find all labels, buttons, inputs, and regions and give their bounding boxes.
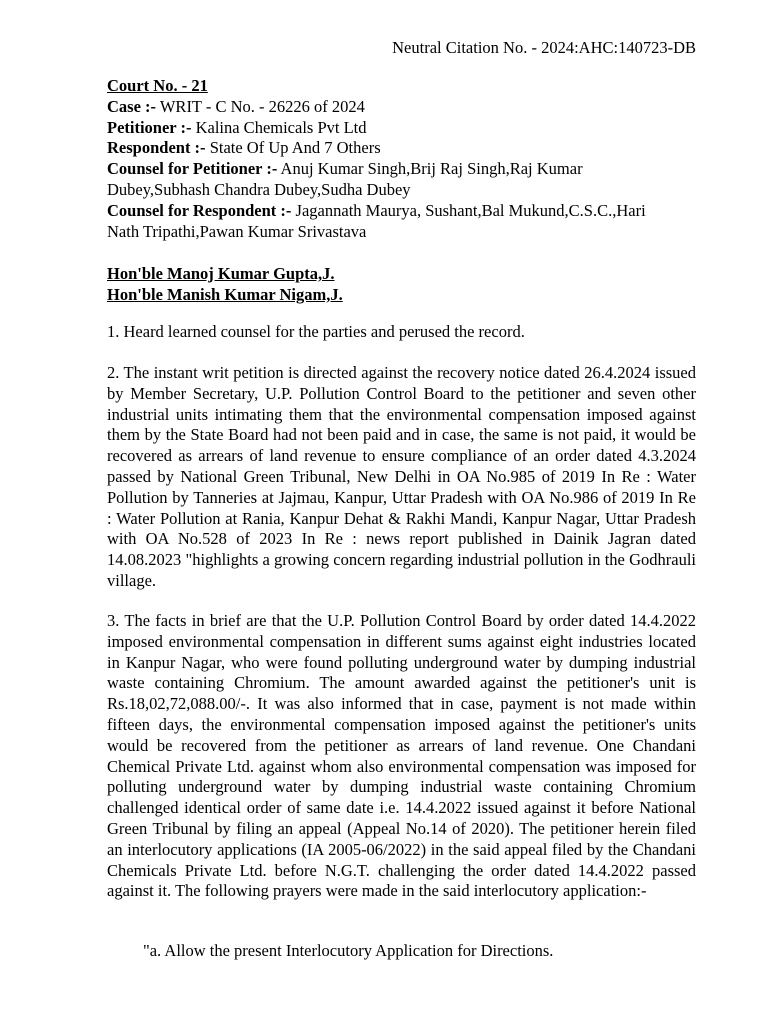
paragraph-3: 3. The facts in brief are that the U.P. Pollution Control Board by order dated 14.4.2022 imposed environmental compensation in different sums against eight industries located in Kanpur Nagar, who were found polluting underground water by dumping industrial waste containing Chromium. The amount awarded against the petitioner's unit is Rs.18,02,72,088.00/-. It was also informed that in case, payment is not made within fifteen days, the environmental compensation imposed against the petitioner's units would be recovered from the petitioner as arrears of land revenue. One Chandani Chemical Private Ltd. against whom also environmental compensation was imposed for polluting underground water by dumping industrial waste containing Chromium challenged identical order of same date i.e. 14.4.2022 issued against it before National Green Tribunal by filing an appeal (Appeal No.14 of 2020). The petitioner herein filed an interlocutory applications (IA 2005-06/2022) in the said appeal filed by the Chandani Chemicals Private Ltd. before N.G.T. challenging the order dated 14.4.2022 passed against it. The following prayers were made in the said interlocutory application:-	[107, 611, 696, 901]
judge-2: Hon'ble Manish Kumar Nigam,J.	[107, 284, 343, 304]
quoted-prayer: "a. Allow the present Interlocutory Application for Directions.	[143, 941, 554, 960]
paragraph-2: 2. The instant writ petition is directed against the recovery notice dated 26.4.2024 issued by Member Secretary, U.P. Pollution Control Board to the petitioner and seven other industrial units intimating them that the environmental compensation imposed against them by the State Board had not been paid and in case, the same is not paid, it would be recovered as arrears of land revenue to ensure compliance of an order dated 4.3.2024 passed by National Green Tribunal, New Delhi in OA No.985 of 2019 In Re : Water Pollution by Tanneries at Jajmau, Kanpur, Uttar Pradesh with OA No.986 of 2019 In Re : Water Pollution at Rania, Kanpur Dehat & Rakhi Mandi, Kanpur Nagar, Uttar Pradesh with OA No.528 of 2023 In Re : news report published in Dainik Jagran dated 14.08.2023 "highlights a growing concern regarding industrial pollution in the Godhrauli village.	[107, 363, 696, 590]
counsel-petitioner-label: Counsel for Petitioner :-	[107, 159, 278, 179]
petitioner-line	[107, 118, 696, 139]
counsel-petitioner-value-1: Anuj Kumar Singh,Brij Raj Singh,Raj Kumar	[280, 159, 583, 179]
bench	[107, 264, 696, 306]
counsel-respondent-label: Counsel for Respondent :-	[107, 200, 292, 220]
court-number: Court No. - 21	[107, 76, 208, 95]
counsel-respondent-value-1: Jagannath Maurya, Sushant,Bal Mukund,C.S.C.,Hari	[295, 200, 646, 220]
petitioner-label: Petitioner :-	[107, 117, 192, 137]
respondent-line	[107, 138, 696, 159]
case-label: Case :-	[107, 96, 157, 116]
neutral-citation: Neutral Citation No. - 2024:AHC:140723-DB	[392, 38, 696, 57]
case-line	[107, 97, 696, 118]
case-value: WRIT - C No. - 26226 of 2024	[159, 96, 365, 116]
respondent-label: Respondent :-	[107, 138, 206, 158]
counsel-respondent-line	[107, 201, 696, 243]
judge-1: Hon'ble Manoj Kumar Gupta,J.	[107, 264, 335, 283]
counsel-petitioner-line	[107, 159, 696, 201]
case-header	[107, 76, 696, 242]
petitioner-value: Kalina Chemicals Pvt Ltd	[195, 117, 367, 137]
counsel-petitioner-value-2: Dubey,Subhash Chandra Dubey,Sudha Dubey	[107, 179, 411, 199]
counsel-respondent-value-2: Nath Tripathi,Pawan Kumar Srivastava	[107, 221, 367, 241]
paragraph-1: 1. Heard learned counsel for the parties and perused the record.	[107, 322, 525, 341]
respondent-value: State Of Up And 7 Others	[209, 138, 381, 158]
